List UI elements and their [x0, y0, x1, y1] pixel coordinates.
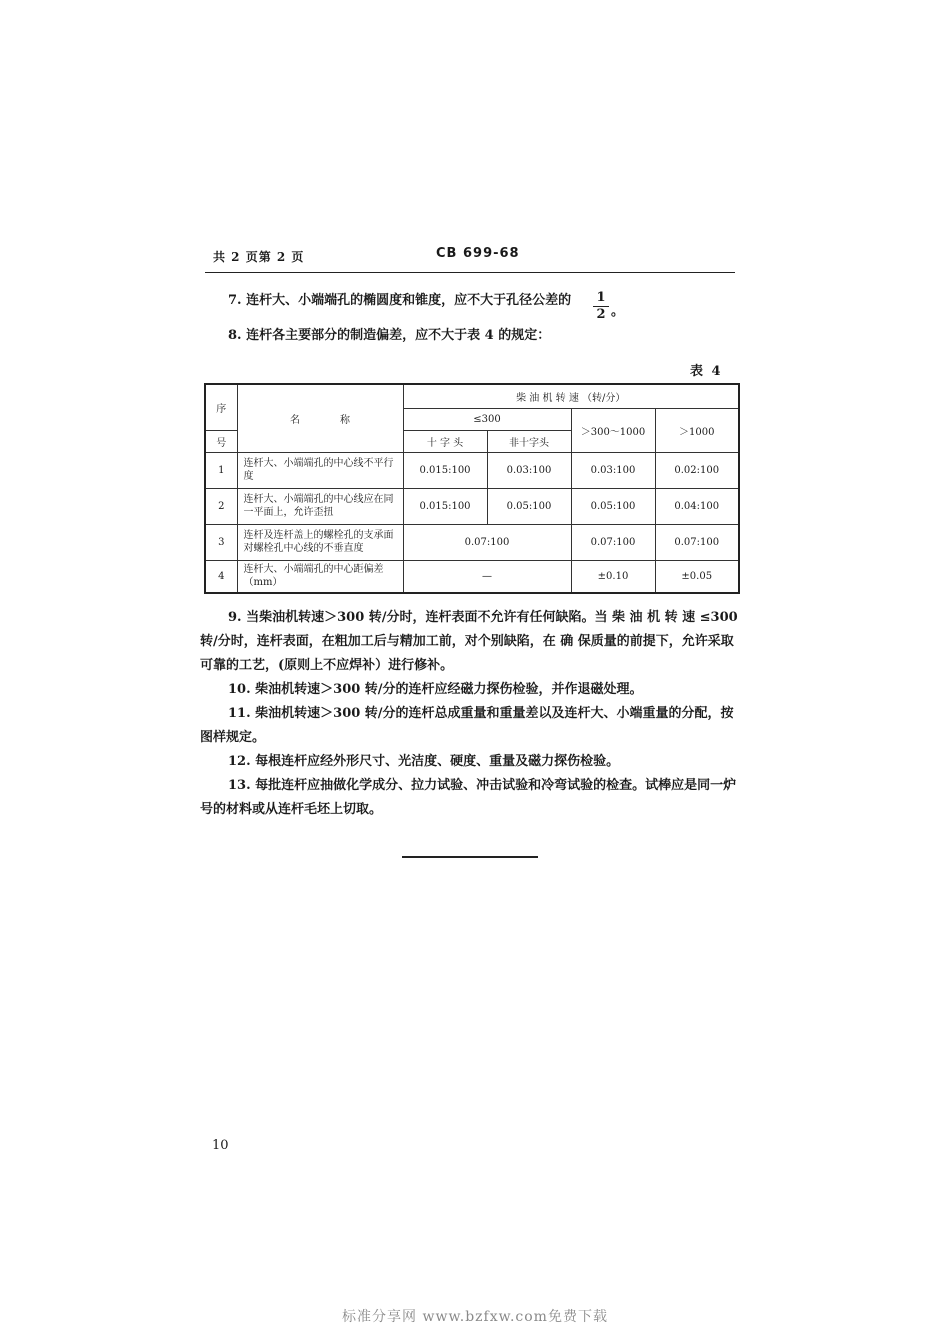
fraction-numerator: 1 — [596, 290, 606, 305]
fraction-one-half — [593, 291, 609, 322]
row-name: 连杆大、小端端孔的中心距偏差（mm） — [237, 560, 403, 593]
gt1000-value: 0.02:100 — [655, 452, 739, 488]
row-number: 3 — [205, 524, 237, 560]
fraction-denominator: 2 — [596, 307, 606, 322]
clause-8: 8. 连杆各主要部分的制造偏差，应不大于表 4 的规定： — [228, 328, 551, 343]
table-row — [205, 488, 739, 524]
row-name: 连杆大、小端端孔的中心线应在同一平面上，允许歪扭 — [237, 488, 403, 524]
table-row — [205, 560, 739, 593]
le300-merged-value: 0.07:100 — [403, 524, 571, 560]
crosshead-value: 0.015:100 — [403, 452, 487, 488]
gt1000-header: ＞1000 — [655, 408, 739, 452]
range-300-1000-value: 0.05:100 — [571, 488, 655, 524]
clause-7: 7. 连杆大、小端端孔的椭圆度和锥度，应不大于孔径公差的 — [228, 293, 572, 308]
non-crosshead-header: 非十字头 — [487, 430, 571, 452]
tolerance-table — [204, 383, 740, 594]
table-row — [205, 452, 739, 488]
watermark: 标准分享网 www.bzfxw.com免费下载 — [342, 1309, 608, 1325]
gt1000-value: ±0.05 — [655, 560, 739, 593]
row-number: 1 — [205, 452, 237, 488]
speed-group-header: 柴 油 机 转 速 （转/分） — [403, 384, 739, 408]
row-number: 2 — [205, 488, 237, 524]
seq-header-bottom: 号 — [205, 430, 237, 452]
non-crosshead-value: 0.03:100 — [487, 452, 571, 488]
gt1000-value: 0.04:100 — [655, 488, 739, 524]
clause-7-tail: 。 — [611, 304, 625, 319]
doc-code: CB 699-68 — [436, 246, 520, 261]
end-of-text-rule — [402, 856, 538, 858]
page-number: 10 — [212, 1138, 229, 1153]
clause-13: 13. 每批连杆应抽做化学成分、拉力试验、冲击试验和冷弯试验的检查。试棒应是同一炉号的材料或从连杆毛坯上切取。 — [200, 778, 737, 817]
header-divider — [205, 272, 735, 273]
row-name: 连杆大、小端端孔的中心线不平行度 — [237, 452, 403, 488]
crosshead-header: 十 字 头 — [403, 430, 487, 452]
range-300-1000-value: ±0.10 — [571, 560, 655, 593]
row-number: 4 — [205, 560, 237, 593]
page-info: 共 2 页第 2 页 — [213, 250, 305, 264]
range-300-1000-value: 0.07:100 — [571, 524, 655, 560]
range-300-1000-value: 0.03:100 — [571, 452, 655, 488]
non-crosshead-value: 0.05:100 — [487, 488, 571, 524]
crosshead-value: 0.015:100 — [403, 488, 487, 524]
name-header: 名 称 — [237, 384, 403, 452]
table-caption: 表 4 — [690, 364, 723, 379]
table-row — [205, 524, 739, 560]
clause-12: 12. 每根连杆应经外形尺寸、光洁度、硬度、重量及磁力探伤检验。 — [228, 754, 620, 769]
clause-9: 9. 当柴油机转速＞300 转/分时，连杆表面不允许有任何缺陷。当 柴 油 机 转 速 ≤300 转/分时，连杆表面，在粗加工后与精加工前，对个别缺陷，在 确 保质量的前提下，允许采取可靠的工艺，(原则上不应焊补）进行修补。 — [200, 610, 738, 673]
row-name: 连杆及连杆盖上的螺栓孔的支承面对螺栓孔中心线的不垂直度 — [237, 524, 403, 560]
range-300-1000-header: ＞300～1000 — [571, 408, 655, 452]
seq-header-top: 序 — [205, 384, 237, 430]
gt1000-value: 0.07:100 — [655, 524, 739, 560]
clause-10: 10. 柴油机转速＞300 转/分的连杆应经磁力探伤检验，并作退磁处理。 — [228, 682, 643, 697]
le300-merged-value: — — [403, 560, 571, 593]
clause-11: 11. 柴油机转速＞300 转/分的连杆总成重量和重量差以及连杆大、小端重量的分配，按图样规定。 — [200, 706, 734, 745]
le300-header: ≤300 — [403, 408, 571, 430]
